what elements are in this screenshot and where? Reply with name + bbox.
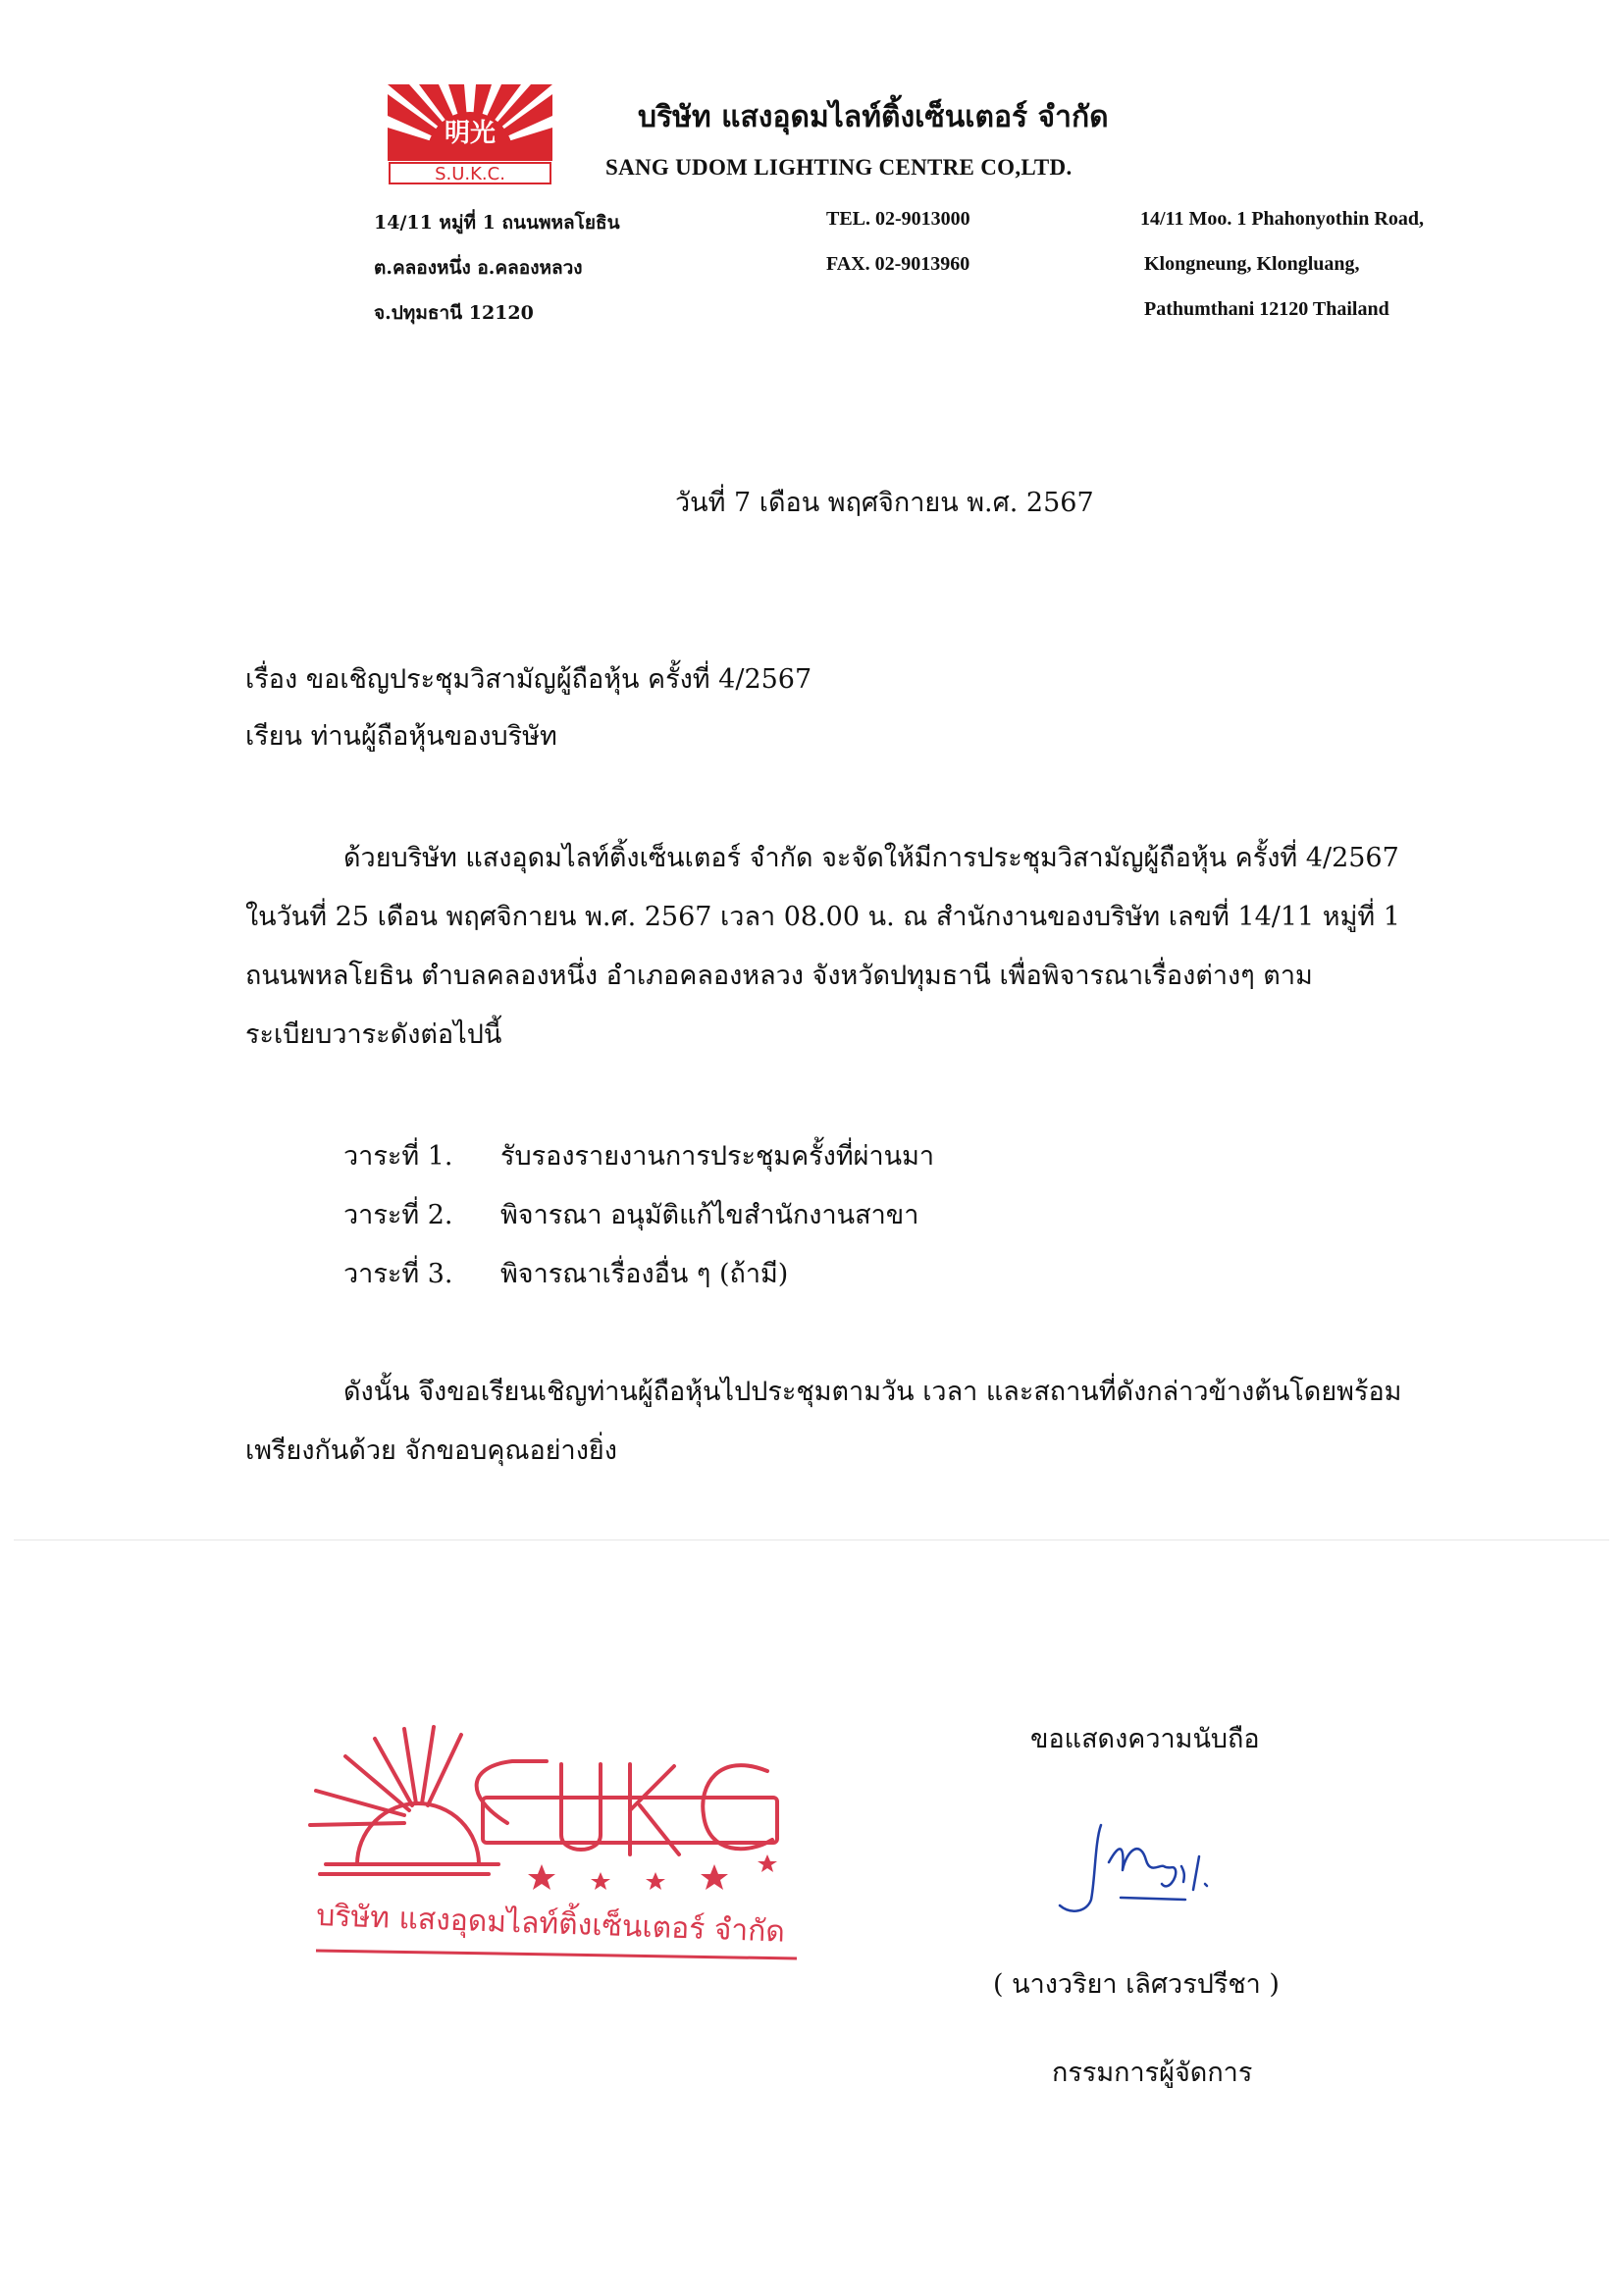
phone-number: TEL. 02-9013000 [826, 208, 970, 230]
logo-chinese-text: 明光 [444, 119, 497, 148]
agenda-text: รับรองรายงานการประชุมครั้งที่ผ่านมา [500, 1141, 935, 1172]
company-name-english: SANG UDOM LIGHTING CENTRE CO,LTD. [605, 155, 1073, 180]
fax-number: FAX. 02-9013960 [826, 253, 970, 275]
letter-date: วันที่ 7 เดือน พฤศจิกายน พ.ศ. 2567 [675, 488, 1094, 518]
agenda-text: พิจารณาเรื่องอื่น ๆ (ถ้ามี) [500, 1259, 789, 1289]
seal-text: บริษัท แสงอุดมไลท์ติ้งเซ็นเตอร์ จำกัด [315, 1899, 786, 1950]
address-english-line: 14/11 Moo. 1 Phahonyothin Road, [1140, 208, 1424, 230]
signer-name: ( นางวริยา เลิศวรปรีชา ) [993, 1969, 1280, 2000]
agenda-number: วาระที่ 3. [343, 1259, 453, 1289]
letter-recipient: เรียน ท่านผู้ถือหุ้นของบริษัท [245, 721, 557, 752]
agenda-number: วาระที่ 1. [343, 1141, 453, 1172]
paragraph-line: ดังนั้น จึงขอเรียนเชิญท่านผู้ถือหุ้นไปประชุมตามวัน เวลา และสถานที่ดังกล่าวข้างต้นโดยพร้อม [343, 1377, 1402, 1407]
agenda-text: พิจารณา อนุมัติแก้ไขสำนักงานสาขา [500, 1200, 919, 1230]
signature [1052, 1821, 1238, 1919]
paragraph-line: ด้วยบริษัท แสงอุดมไลท์ติ้งเซ็นเตอร์ จำกัด จะจัดให้มีการประชุมวิสามัญผู้ถือหุ้น ครั้งที่ 4/2567 [343, 843, 1399, 873]
paragraph-line: ในวันที่ 25 เดือน พฤศจิกายน พ.ศ. 2567 เวลา 08.00 น. ณ สำนักงานของบริษัท เลขที่ 14/11 หมู่ที่ 1 [245, 902, 1400, 932]
closing-phrase: ขอแสดงความนับถือ [1030, 1724, 1260, 1754]
company-seal [306, 1717, 812, 1962]
paragraph-line: ถนนพหลโยธิน ตำบลคลองหนึ่ง อำเภอคลองหลวง จังหวัดปทุมธานี เพื่อพิจารณาเรื่องต่างๆ ตาม [245, 961, 1313, 991]
paragraph-line: ระเบียบวาระดังต่อไปนี้ [245, 1019, 502, 1050]
letter-subject: เรื่อง ขอเชิญประชุมวิสามัญผู้ถือหุ้น ครั้งที่ 4/2567 [245, 664, 812, 695]
agenda-number: วาระที่ 2. [343, 1200, 453, 1230]
address-english-line: Klongneung, Klongluang, [1144, 253, 1360, 275]
address-thai-line: จ.ปทุมธานี 12120 [374, 302, 534, 324]
logo-abbr-text: S.U.K.C. [435, 164, 505, 184]
signer-title: กรรมการผู้จัดการ [1052, 2058, 1253, 2088]
seal-stamp-icon [306, 1717, 812, 1962]
address-thai-line: ต.คลองหนึ่ง อ.คลองหลวง [374, 257, 583, 279]
signature-scribble-icon [1052, 1821, 1238, 1919]
page-divider [14, 1539, 1609, 1540]
company-logo [388, 84, 552, 184]
sunburst-logo-icon [388, 84, 552, 184]
address-thai-line: 14/11 หมู่ที่ 1 ถนนพหลโยธิน [374, 212, 620, 234]
paragraph-line: เพรียงกันด้วย จักขอบคุณอย่างยิ่ง [245, 1435, 617, 1466]
address-english-line: Pathumthani 12120 Thailand [1144, 298, 1389, 320]
company-name-thai: บริษัท แสงอุดมไลท์ติ้งเซ็นเตอร์ จำกัด [638, 100, 1109, 134]
